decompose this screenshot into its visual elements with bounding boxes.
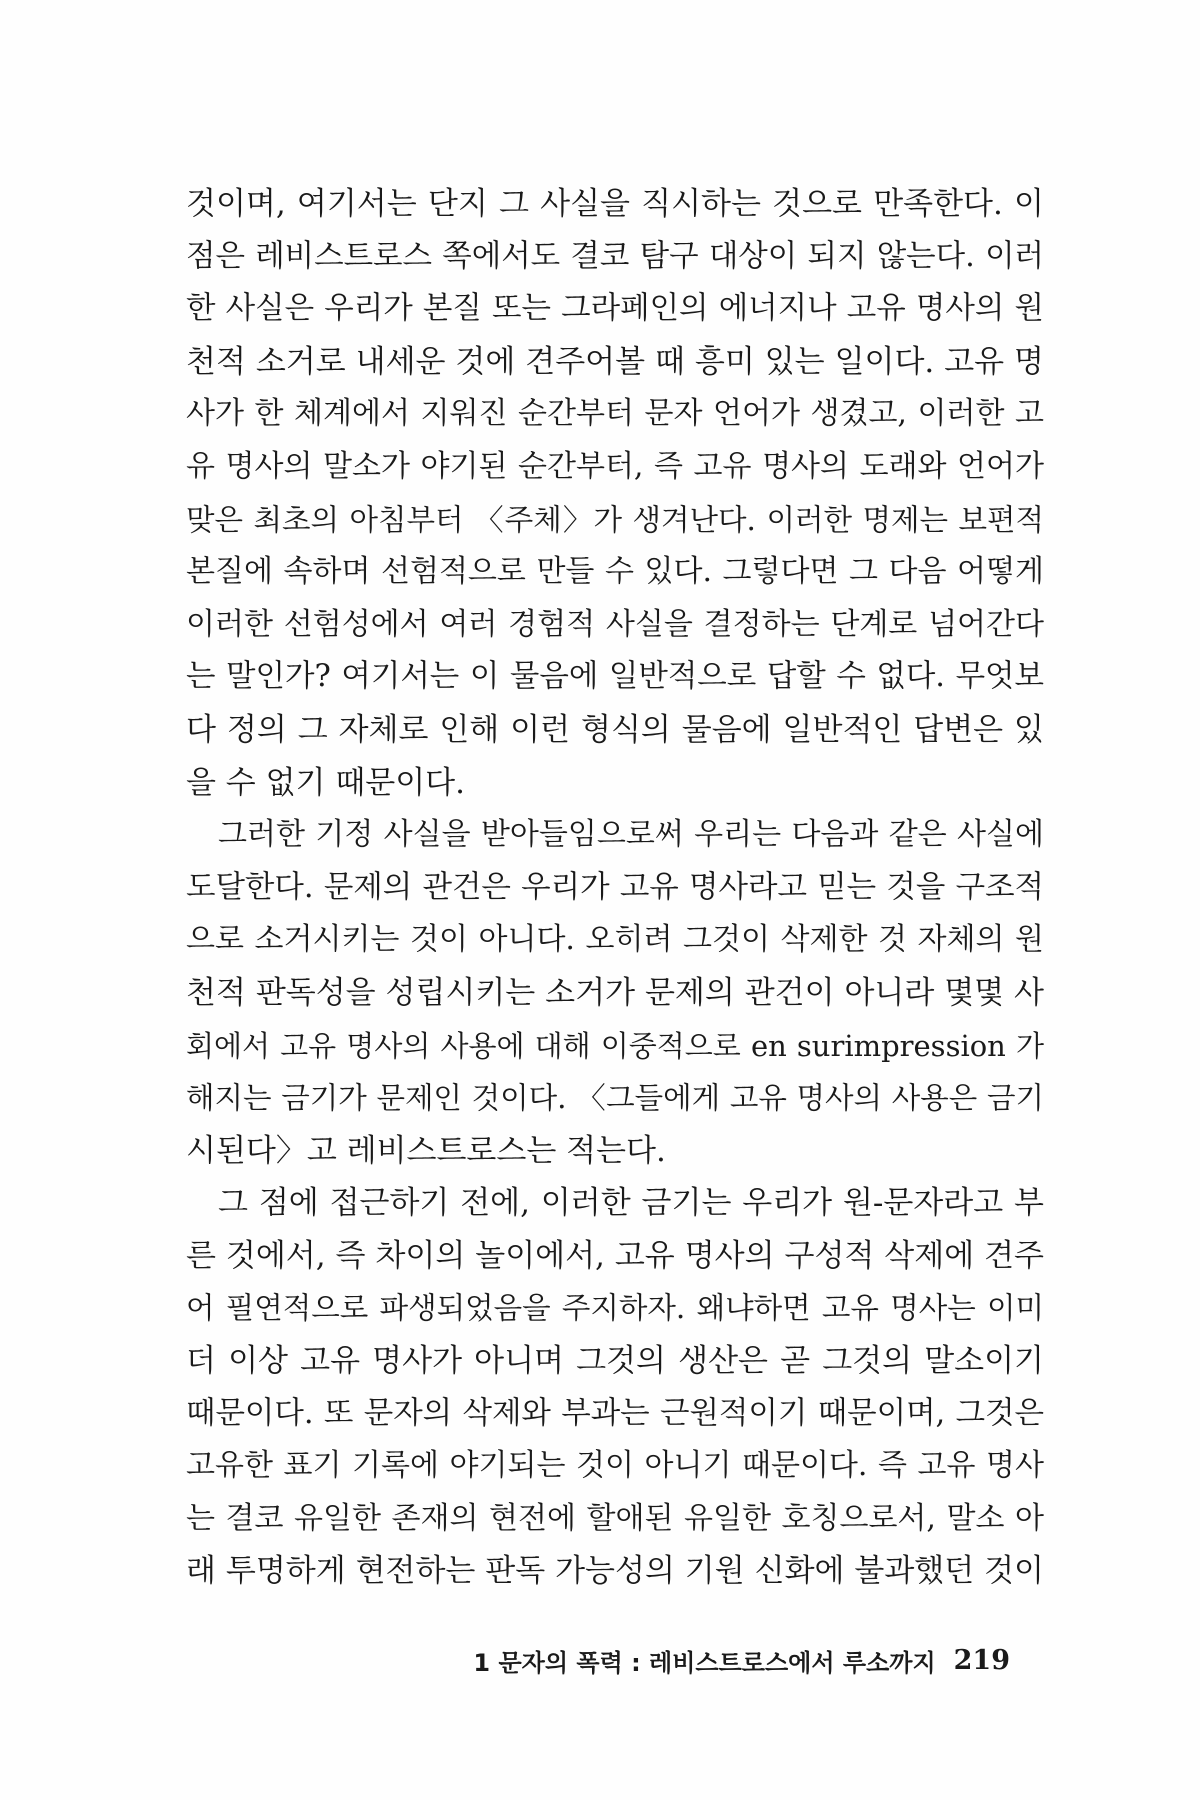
text-line: 으로 소거시키는 것이 아니다. 오히려 그것이 삭제한 것 자체의 원 [186, 922, 1044, 958]
text-line: 해지는 금기가 문제인 것이다. 〈그들에게 고유 명사의 사용은 금기 [186, 1081, 1044, 1116]
text-line: 도달한다. 문제의 관건은 우리가 고유 명사라고 믿는 것을 구조적 [186, 869, 1044, 905]
text-line: 더 이상 고유 명사가 아니며 그것의 생산은 곧 그것의 말소이기 [186, 1343, 1044, 1380]
text-line: 고유한 표기 기록에 야기되는 것이 아니기 때문이다. 즉 고유 명사 [186, 1448, 1044, 1484]
running-head: 1 문자의 폭력 : 레비스트로스에서 루소까지 [473, 1648, 936, 1677]
text-line: 그러한 기정 사실을 받아들임으로써 우리는 다음과 같은 사실에 [218, 817, 1044, 853]
text-line: 른 것에서, 즉 차이의 놀이에서, 고유 명사의 구성적 삭제에 견주 [186, 1237, 1044, 1274]
text-line: 본질에 속하며 선험적으로 만들 수 있다. 그렇다면 그 다음 어떻게 [186, 554, 1044, 590]
page-number: 219 [953, 1644, 1010, 1676]
text-line: 어 필연적으로 파생되었음을 주지하자. 왜냐하면 고유 명사는 이미 [186, 1291, 1044, 1326]
text-line: 시된다〉고 레비스트로스는 적는다. [186, 1132, 666, 1169]
text-line: 다 정의 그 자체로 인해 이런 형식의 물음에 일반적인 답변은 있 [186, 711, 1044, 748]
text-line: 한 사실은 우리가 본질 또는 그라페인의 에너지나 고유 명사의 원 [186, 291, 1044, 327]
text-line: 래 투명하게 현전하는 판독 가능성의 기원 신화에 불과했던 것이 [186, 1553, 1044, 1590]
text-line: 맞은 최초의 아침부터 〈주체〉가 생겨난다. 이러한 명제는 보편적 [186, 502, 1044, 537]
text-line: 그 점에 접근하기 전에, 이러한 금기는 우리가 원-문자라고 부 [218, 1185, 1044, 1222]
text-line: 유 명사의 말소가 야기된 순간부터, 즉 고유 명사의 도래와 언어가 [186, 448, 1044, 484]
text-line: 는 말인가? 여기서는 이 물음에 일반적으로 답할 수 없다. 무엇보 [186, 659, 1044, 695]
body-text [186, 178, 1044, 1598]
text-line: 을 수 없기 때문이다. [186, 764, 465, 801]
text-line: 이러한 선험성에서 여러 경험적 사실을 결정하는 단계로 넘어간다 [186, 606, 1044, 642]
text-line: 는 결코 유일한 존재의 현전에 할애된 유일한 호칭으로서, 말소 아 [186, 1500, 1044, 1536]
text-line: 것이며, 여기서는 단지 그 사실을 직시하는 것으로 만족한다. 이 [186, 186, 1044, 222]
text-line: 사가 한 체계에서 지워진 순간부터 문자 언어가 생겼고, 이러한 고 [186, 396, 1044, 432]
running-footer [473, 1640, 1010, 1680]
text-line: 때문이다. 또 문자의 삭제와 부과는 근원적이기 때문이며, 그것은 [186, 1395, 1044, 1431]
text-line: 천적 판독성을 성립시키는 소거가 문제의 관건이 아니라 몇몇 사 [186, 974, 1044, 1011]
text-line: 점은 레비스트로스 쪽에서도 결코 탐구 대상이 되지 않는다. 이러 [186, 238, 1044, 274]
text-line: 천적 소거로 내세운 것에 견주어볼 때 흥미 있는 일이다. 고유 명 [186, 343, 1044, 380]
text-line: 회에서 고유 명사의 사용에 대해 이중적으로 en surimpression 가 [186, 1028, 1044, 1063]
